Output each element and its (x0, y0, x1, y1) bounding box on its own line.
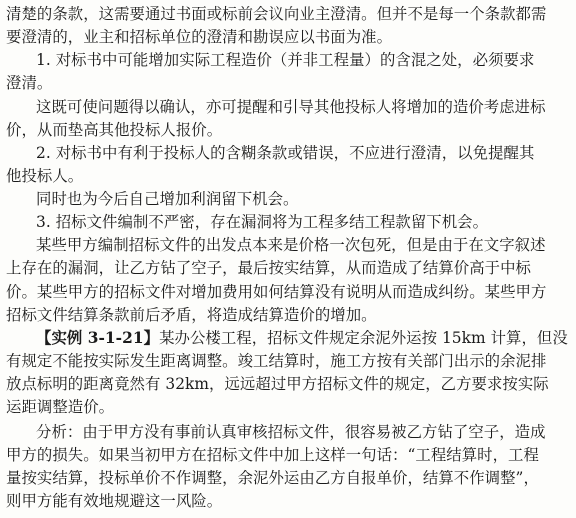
text-line-11: 某些甲方编制招标文件的出发点本来是价格一次包死，但是由于在文字叙述 (36, 236, 546, 254)
text-line-4: 澄清。 (6, 74, 53, 92)
text-line-19: 分析：由于甲方没有事前认真审核招标文件，很容易被乙方钻了空子，造成 (36, 423, 546, 441)
text-line-6: 价，从而垫高其他投标人报价。 (6, 121, 223, 139)
text-line-8: 他投标人。 (6, 167, 84, 185)
text-line-3: 1. 对标书中可能增加实际工程造价（并非工程量）的含混之处，必须要求 (36, 51, 535, 69)
example-line (36, 326, 570, 351)
text-line-20: 甲方的损失。如果当初甲方在招标文件中加上这样一句话：“工程结算时，工程 (6, 446, 539, 464)
text-line-9: 同时也为今后自己增加利润留下机会。 (36, 190, 299, 208)
text-line-13: 价。某些甲方的招标文件对增加费用如何结算没有说明从而造成纠纷。某些甲方 (6, 283, 547, 301)
text-line-18: 运距调整造价。 (6, 398, 115, 416)
text-line-21: 量按实结算，投标单价不作调整，余泥外运由乙方自报单价，结算不作调整”， (6, 469, 539, 487)
text-line-12: 上存在的漏洞，让乙方钻了空子，最后按实结算，从而造成了结算价高于中标 (6, 259, 531, 277)
example-text: 某办公楼工程，招标文件规定余泥外运按 15km 计算，但没 (159, 329, 568, 347)
text-line-1: 清楚的条款，这需要通过书面或标前会议向业主澄清。但并不是每一个条款都需 (6, 5, 547, 23)
text-line-16: 有规定不能按实际发生距离调整。竣工结算时，施工方按有关部门出示的余泥排 (6, 352, 547, 370)
example-label: 【实例 3-1-21】 (36, 329, 160, 347)
text-line-22: 则甲方能有效地规避这一风险。 (6, 492, 223, 510)
text-line-17: 放点标明的距离竟然有 32km，远远超过甲方招标文件的规定，乙方要求按实际 (6, 375, 549, 393)
text-line-10: 3. 招标文件编制不严密，存在漏洞将为工程多结工程款留下机会。 (36, 213, 489, 231)
text-line-14: 招标文件结算条款前后矛盾，将造成结算造价的增加。 (6, 306, 377, 324)
text-line-2: 要澄清的，业主和招标单位的澄清和勘误应以书面为准。 (6, 28, 393, 46)
text-line-7: 2. 对标书中有利于投标人的含糊条款或错误，不应进行澄清，以免提醒其 (36, 144, 535, 162)
text-line-5: 这既可使问题得以确认，亦可提醒和引导其他投标人将增加的造价考虑进标 (36, 98, 546, 116)
